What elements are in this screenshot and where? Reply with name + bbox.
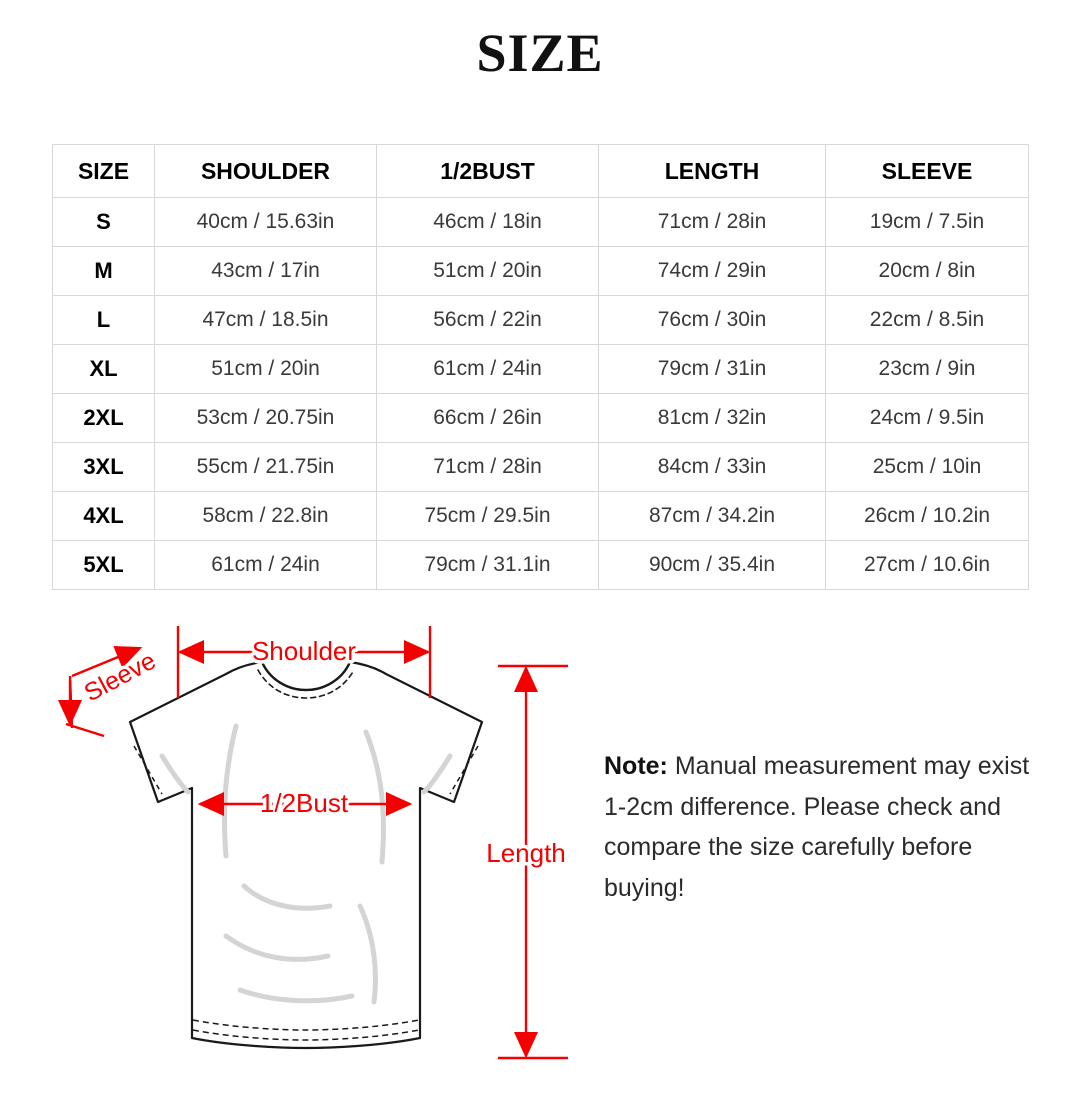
cell-length: 76cm / 30in xyxy=(599,296,826,345)
cell-size: 4XL xyxy=(53,492,155,541)
cell-halfbust: 51cm / 20in xyxy=(377,247,599,296)
cell-shoulder: 47cm / 18.5in xyxy=(155,296,377,345)
cell-halfbust: 46cm / 18in xyxy=(377,198,599,247)
length-label: Length xyxy=(486,838,566,868)
cell-length: 71cm / 28in xyxy=(599,198,826,247)
size-chart-table-container xyxy=(52,144,1028,590)
cell-halfbust: 79cm / 31.1in xyxy=(377,541,599,590)
halfbust-label: 1/2Bust xyxy=(259,788,349,818)
cell-length: 79cm / 31in xyxy=(599,345,826,394)
cell-size: 5XL xyxy=(53,541,155,590)
column-header-halfbust: 1/2BUST xyxy=(377,145,599,198)
table-header-row xyxy=(53,145,1029,198)
cell-shoulder: 61cm / 24in xyxy=(155,541,377,590)
cell-halfbust: 71cm / 28in xyxy=(377,443,599,492)
table-row xyxy=(53,198,1029,247)
note-block xyxy=(604,746,1034,908)
cell-length: 90cm / 35.4in xyxy=(599,541,826,590)
cell-size: M xyxy=(53,247,155,296)
cell-length: 81cm / 32in xyxy=(599,394,826,443)
cell-length: 87cm / 34.2in xyxy=(599,492,826,541)
cell-size: 3XL xyxy=(53,443,155,492)
sleeve-label: Sleeve xyxy=(79,646,161,708)
cell-halfbust: 75cm / 29.5in xyxy=(377,492,599,541)
cell-shoulder: 51cm / 20in xyxy=(155,345,377,394)
cell-sleeve: 26cm / 10.2in xyxy=(826,492,1029,541)
cell-sleeve: 20cm / 8in xyxy=(826,247,1029,296)
cell-size: L xyxy=(53,296,155,345)
table-row xyxy=(53,443,1029,492)
cell-shoulder: 40cm / 15.63in xyxy=(155,198,377,247)
column-header-length: LENGTH xyxy=(599,145,826,198)
measurement-diagram xyxy=(30,606,570,1086)
page-title: SIZE xyxy=(476,23,604,83)
cell-shoulder: 53cm / 20.75in xyxy=(155,394,377,443)
cell-sleeve: 24cm / 9.5in xyxy=(826,394,1029,443)
table-row xyxy=(53,247,1029,296)
cell-sleeve: 25cm / 10in xyxy=(826,443,1029,492)
cell-length: 84cm / 33in xyxy=(599,443,826,492)
note-label: Note: xyxy=(604,752,668,780)
cell-sleeve: 23cm / 9in xyxy=(826,345,1029,394)
table-row xyxy=(53,345,1029,394)
table-row xyxy=(53,296,1029,345)
table-row xyxy=(53,394,1029,443)
column-header-sleeve: SLEEVE xyxy=(826,145,1029,198)
table-row xyxy=(53,541,1029,590)
table-row xyxy=(53,492,1029,541)
cell-length: 74cm / 29in xyxy=(599,247,826,296)
cell-shoulder: 55cm / 21.75in xyxy=(155,443,377,492)
size-chart-table xyxy=(52,144,1029,590)
cell-shoulder: 43cm / 17in xyxy=(155,247,377,296)
column-header-size: SIZE xyxy=(53,145,155,198)
column-header-shoulder: SHOULDER xyxy=(155,145,377,198)
cell-sleeve: 27cm / 10.6in xyxy=(826,541,1029,590)
cell-halfbust: 56cm / 22in xyxy=(377,296,599,345)
cell-size: 2XL xyxy=(53,394,155,443)
cell-shoulder: 58cm / 22.8in xyxy=(155,492,377,541)
shoulder-label: Shoulder xyxy=(251,636,357,666)
cell-sleeve: 19cm / 7.5in xyxy=(826,198,1029,247)
tshirt-illustration xyxy=(130,662,482,1048)
cell-halfbust: 66cm / 26in xyxy=(377,394,599,443)
cell-halfbust: 61cm / 24in xyxy=(377,345,599,394)
cell-sleeve: 22cm / 8.5in xyxy=(826,296,1029,345)
cell-size: S xyxy=(53,198,155,247)
note-text: Manual measurement may exist 1-2cm difference. Please check and compare the size carefully before buying! xyxy=(604,752,1030,902)
cell-size: XL xyxy=(53,345,155,394)
